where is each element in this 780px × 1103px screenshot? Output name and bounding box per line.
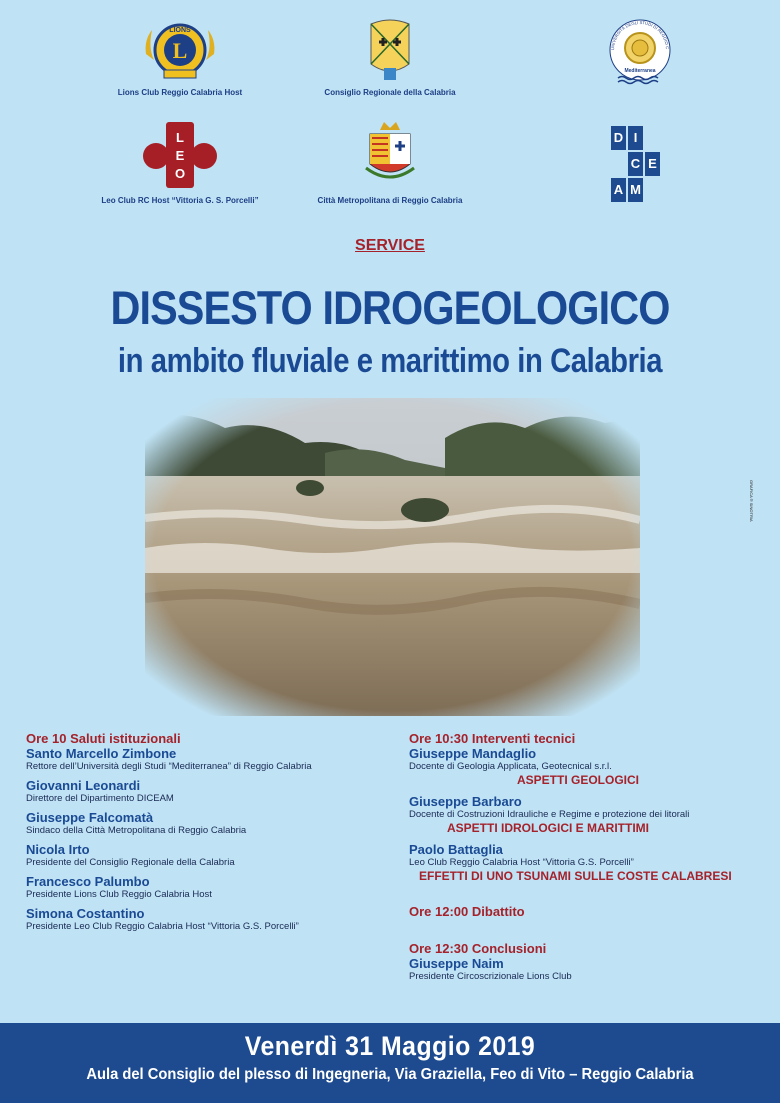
closing-speaker-role: Presidente Circoscrizionale Lions Club: [409, 971, 572, 982]
svg-text:E: E: [175, 148, 185, 163]
speaker-item: [26, 906, 386, 933]
speaker-name: Giovanni Leonardi: [26, 778, 141, 793]
citta-metropolitana-coat-of-arms: [360, 120, 420, 190]
speaker-name: Nicola Irto: [26, 842, 90, 857]
closing-speaker-name: Giuseppe Naim: [409, 956, 504, 971]
speaker-name: Francesco Palumbo: [26, 874, 150, 889]
talk-speaker-name: Paolo Battaglia: [409, 842, 503, 857]
program-right: [409, 731, 769, 988]
diceam-letter: A: [611, 178, 626, 202]
universita-mediterranea-seal: [600, 16, 680, 92]
talk-speaker-role: Leo Club Reggio Calabria Host “Vittoria G.S. Porcelli”: [409, 857, 634, 868]
program-left: [26, 731, 386, 938]
diceam-logo: [611, 126, 661, 204]
lions-club-logo: [140, 18, 220, 88]
svg-text:LIONS: LIONS: [169, 27, 191, 34]
event-venue: Aula del Consiglio del plesso di Ingegneria, Via Graziella, Feo di Vito – Reggio Calabria: [86, 1066, 694, 1083]
technical-talks-header: Ore 10:30 Interventi tecnici: [409, 731, 576, 746]
talk-speaker-role: Docente di Geologia Applicata, Geotecnical s.r.l.: [409, 761, 612, 772]
talk-item: [409, 842, 769, 884]
lions-logo-block: [95, 12, 265, 102]
consiglio-caption: Consiglio Regionale della Calabria: [324, 88, 456, 97]
speaker-role: Direttore del Dipartimento DICEAM: [26, 793, 174, 804]
leo-caption: Leo Club RC Host “Vittoria G. S. Porcelli”: [101, 196, 259, 205]
speaker-name: Santo Marcello Zimbone: [26, 746, 177, 761]
talk-item: [409, 746, 769, 788]
consiglio-regionale-emblem: [365, 18, 415, 84]
speaker-item: [26, 874, 386, 901]
svg-text:O: O: [174, 166, 186, 181]
speaker-role: Presidente Lions Club Reggio Calabria Host: [26, 889, 212, 900]
talk-speaker-name: Giuseppe Mandaglio: [409, 746, 537, 761]
graphics-credit: GRAFICA ® SINOTRIA: [749, 480, 754, 522]
service-label: SERVICE: [355, 237, 425, 254]
citta-logo-block: [300, 118, 480, 208]
speaker-role: Presidente Leo Club Reggio Calabria Host “Vittoria G.S. Porcelli”: [26, 921, 299, 932]
svg-text:UNIVERSITÀ DEGLI STUDI DI REGG: UNIVERSITÀ DEGLI STUDI DI REGGIO C: [609, 19, 671, 51]
svg-text:L: L: [172, 38, 188, 63]
main-title: DISSESTO IDROGEOLOGICO: [110, 281, 670, 334]
event-date: Venerdì 31 Maggio 2019: [244, 1031, 536, 1061]
speaker-item: [26, 746, 386, 773]
talk-speaker-role: Docente di Costruzioni Idrauliche e Regime e protezione dei litorali: [409, 809, 690, 820]
svg-text:L: L: [176, 130, 184, 145]
speaker-item: [26, 842, 386, 869]
flood-river-photo: [145, 398, 640, 716]
talk-item: [409, 794, 769, 836]
diceam-letter: C: [628, 152, 643, 176]
universita-logo-block: [600, 16, 680, 96]
leo-club-logo: [142, 120, 218, 190]
event-footer: [0, 1023, 780, 1103]
leo-logo-block: [85, 118, 275, 208]
talk-speaker-name: Giuseppe Barbaro: [409, 794, 522, 809]
svg-text:Mediterranea: Mediterranea: [624, 68, 656, 74]
talk-topic: ASPETTI GEOLOGICI: [517, 773, 640, 787]
diceam-letter: E: [645, 152, 660, 176]
speaker-name: Giuseppe Falcomatà: [26, 810, 154, 825]
citta-caption: Città Metropolitana di Reggio Calabria: [317, 196, 463, 205]
speaker-role: Rettore dell’Università degli Studi “Mediterranea” di Reggio Calabria: [26, 761, 312, 772]
diceam-letter: I: [628, 126, 643, 150]
consiglio-logo-block: [300, 12, 480, 102]
lions-caption: Lions Club Reggio Calabria Host: [117, 88, 243, 97]
subtitle: in ambito fluviale e marittimo in Calabria: [117, 342, 663, 380]
talk-topic: EFFETTI DI UNO TSUNAMI SULLE COSTE CALABRESI: [419, 869, 732, 883]
speaker-item: [26, 778, 386, 805]
talk-topic: ASPETTI IDROLOGICI E MARITTIMI: [447, 821, 649, 835]
welcome-header: Ore 10 Saluti istituzionali: [26, 731, 181, 746]
speaker-role: Sindaco della Città Metropolitana di Reggio Calabria: [26, 825, 247, 836]
speaker-item: [26, 810, 386, 837]
speaker-role: Presidente del Consiglio Regionale della Calabria: [26, 857, 235, 868]
debate-header: Ore 12:00 Dibattito: [409, 904, 525, 919]
conclusions-header: Ore 12:30 Conclusioni: [409, 941, 547, 956]
diceam-letter: D: [611, 126, 626, 150]
diceam-letter: M: [628, 178, 643, 202]
speaker-name: Simona Costantino: [26, 906, 145, 921]
